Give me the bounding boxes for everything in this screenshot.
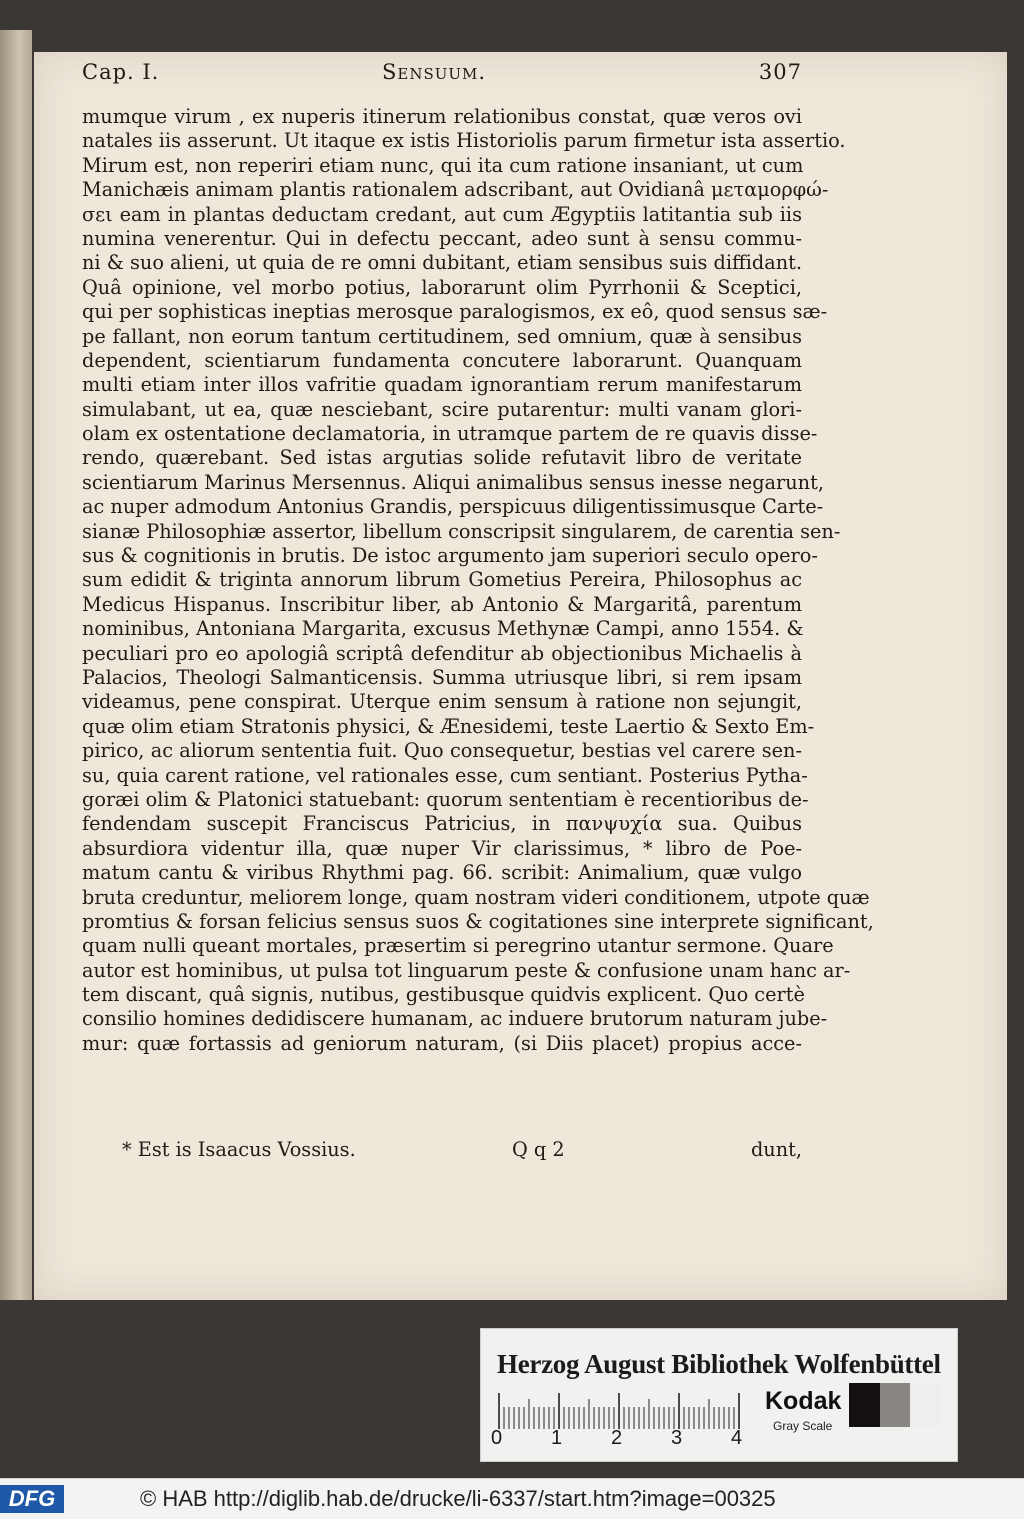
text-line: rendo, quærebant. Sed istas argutias solide refutavit libro de veritate [82, 446, 802, 470]
gray-swatches [849, 1383, 941, 1427]
gray-scale-label: Gray Scale [773, 1419, 833, 1433]
text-line: sum edidit & triginta annorum librum Gometius Pereira, Philosophus ac [82, 568, 802, 592]
previous-page-edge [0, 30, 32, 1300]
signature-mark: Q q 2 [512, 1138, 565, 1161]
text-line: autor est hominibus, ut pulsa tot linguarum peste & confusione unam hanc ar- [82, 958, 851, 982]
dfg-logo: DFG [0, 1485, 64, 1513]
text-line: Palacios, Theologi Salmanticensis. Summa utriusque libri, si rem ipsam [82, 665, 802, 689]
chapter-label: Cap. I. [82, 60, 160, 84]
text-line: absurdiora videntur illa, quæ nuper Vir clarissimus, * libro de Poe- [82, 836, 802, 860]
text-line: promtius & forsan felicius sensus suos & cogitationes sine interprete significant, [82, 909, 874, 933]
text-line: Quâ opinione, vel morbo potius, laborarunt olim Pyrrhonii & Sceptici, [82, 275, 802, 299]
gray-swatch [910, 1383, 941, 1427]
ruler-number: 2 [611, 1427, 623, 1449]
text-line: goræi olim & Platonici statuebant: quorum sententiam è recentioribus de- [82, 787, 809, 811]
text-line: σει eam in plantas deductam credant, aut cum Ægyptiis latitantia sub iis [82, 202, 802, 226]
text-line: scientiarum Marinus Mersennus. Aliqui animalibus sensus inesse negarunt, [82, 470, 824, 494]
citation-url[interactable]: © HAB http://diglib.hab.de/drucke/li-6337/start.htm?image=00325 [140, 1486, 776, 1511]
text-line: sus & cognitionis in brutis. De istoc argumento jam superiori seculo opero- [82, 544, 818, 568]
text-line: nominibus, Antoniana Margarita, excusus Methynæ Campi, anno 1554. & [82, 617, 804, 641]
ruler-scale [495, 1393, 745, 1429]
text-line: tem discant, quâ signis, nutibus, gestibusque quidvis explicent. Quo certè [82, 983, 805, 1007]
text-line: Medicus Hispanus. Inscribitur liber, ab Antonio & Margaritâ, parentum [82, 592, 802, 616]
text-line: Manichæis animam plantis rationalem adscribant, aut Ovidianâ μεταμορφώ- [82, 178, 829, 202]
text-line: Mirum est, non reperiri etiam nunc, qui ita cum ratione insaniant, ut cum [82, 153, 804, 177]
gray-swatch [849, 1383, 880, 1427]
ruler-numbers [491, 1427, 751, 1453]
text-line: consilio homines dedidiscere humanam, ac induere brutorum naturam jube- [82, 1007, 828, 1031]
text-line: matum cantu & viribus Rhythmi pag. 66. scribit: Animalium, quæ vulgo [82, 861, 802, 885]
catchword: dunt, [750, 1138, 802, 1161]
library-color-card [480, 1328, 958, 1462]
ruler-number: 3 [671, 1427, 683, 1449]
text-line: mur: quæ fortassis ad geniorum naturam, (si Diis placet) propius acce- [82, 1031, 802, 1055]
text-line: qui per sophisticas ineptias merosque paralogismos, ex eô, quod sensus sæ- [82, 300, 828, 324]
kodak-brand: Kodak [765, 1387, 842, 1415]
gray-swatch [880, 1383, 911, 1427]
text-line: natales iis asserunt. Ut itaque ex istis Historiolis parum firmetur ista assertio. [82, 129, 846, 153]
footnote-row [82, 1138, 802, 1166]
body-text [82, 105, 874, 1056]
text-line: peculiari pro eo apologiâ scriptâ defenditur ab objectionibus Michaelis à [82, 641, 802, 665]
text-line: su, quia carent ratione, vel rationales esse, cum sentiant. Posterius Pytha- [82, 763, 808, 787]
text-line: ac nuper admodum Antonius Grandis, perspicuus diligentissimusque Carte- [82, 495, 824, 519]
running-header [72, 60, 802, 100]
text-line: mumque virum , ex nuperis itinerum relationibus constat, quæ veros ovi [82, 105, 802, 128]
text-line: quæ olim etiam Stratonis physici, & Ænesidemi, teste Laertio & Sexto Em- [82, 714, 815, 738]
ruler-number: 4 [731, 1427, 743, 1449]
running-title: Sensuum. [382, 60, 487, 84]
library-name: Herzog August Bibliothek Wolfenbüttel [497, 1349, 941, 1379]
text-line: quam nulli queant mortales, præsertim si peregrino utantur sermone. Quare [82, 934, 834, 958]
ruler-number: 0 [491, 1427, 503, 1449]
ruler-number: 1 [551, 1427, 563, 1449]
text-line: simulabant, ut ea, quæ nesciebant, scire putarentur: multi vanam glori- [82, 397, 802, 421]
text-line: pe fallant, non eorum tantum certitudinem, sed omnium, quæ à sensibus [82, 324, 802, 348]
text-line: bruta creduntur, meliorem longe, quam nostram videri conditionem, utpote quæ [82, 885, 870, 909]
text-line: multi etiam inter illos vafritie quadam ignorantiam rerum manifestarum [82, 373, 802, 397]
text-line: fendendam suscepit Franciscus Patricius, in πανψυχία sua. Quibus [82, 812, 802, 836]
footnote: * Est is Isaacus Vossius. [122, 1138, 356, 1161]
page-number: 307 [758, 60, 802, 84]
viewer-footer [0, 1478, 1024, 1519]
text-line: videamus, pene conspirat. Uterque enim sensum à ratione non sejungit, [82, 690, 802, 714]
text-line: dependent, scientiarum fundamenta concutere laborarunt. Quanquam [82, 348, 802, 372]
text-line: numina venerentur. Qui in defectu peccant, adeo sunt à sensu commu- [82, 226, 802, 250]
text-line: pirico, ac aliorum sententia fuit. Quo consequetur, bestias vel carere sen- [82, 739, 802, 763]
text-line: ni & suo alieni, ut quia de re omni dubitant, etiam sensibus suis diffidant. [82, 251, 802, 275]
text-line: sianæ Philosophiæ assertor, libellum conscripsit singularem, de carentia sen- [82, 519, 841, 543]
text-line: olam ex ostentatione declamatoria, in utramque partem de re quavis disse- [82, 422, 818, 446]
